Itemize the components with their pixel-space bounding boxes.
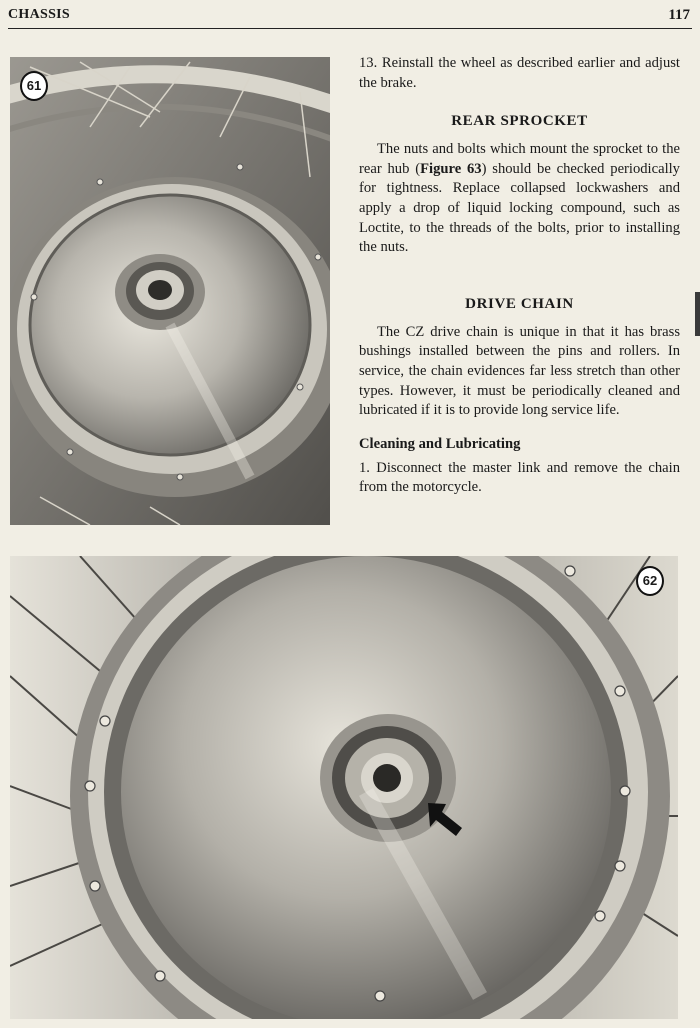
rear-sprocket-text-2: ) should be checked periodically for tightness. Replace collapsed lockwashers and apply a drop of liquid locking compound, such as Loctite, to the threads of the bolts, prior to installing the nuts. bbox=[359, 160, 680, 256]
figure-63-reference: Figure 63 bbox=[420, 160, 482, 177]
hub-photo-62-art bbox=[10, 556, 678, 1019]
page-edge-tab bbox=[695, 292, 700, 336]
reinstall-wheel-step: 13. Reinstall the wheel as described earlier and adjust the brake. bbox=[359, 55, 680, 91]
figure-62-badge: 62 bbox=[636, 566, 664, 596]
page-number: 117 bbox=[668, 7, 690, 23]
rear-sprocket-heading: REAR SPROCKET bbox=[451, 113, 588, 130]
figure-62-photo bbox=[10, 556, 678, 1019]
cleaning-lubricating-heading: Cleaning and Lubricating bbox=[359, 435, 521, 452]
rear-sprocket-paragraph bbox=[359, 140, 680, 258]
rear-sprocket-text-1: The nuts and bolts which mount the sprocket to the rear hub ( bbox=[359, 141, 680, 177]
drive-chain-heading: DRIVE CHAIN bbox=[465, 295, 574, 312]
drive-chain-paragraph: The CZ drive chain is unique in that it has brass bushings installed between the pins and rollers. In service, the chain evidences far less stretch than other types. However, it must be periodically cleaned and lubricated if it is to provide long service life. bbox=[359, 323, 680, 419]
section-title: CHASSIS bbox=[8, 7, 71, 22]
text-column bbox=[359, 54, 680, 498]
figure-61-badge: 61 bbox=[20, 71, 48, 101]
figure-61-photo bbox=[10, 57, 330, 525]
disconnect-master-link-step: 1. Disconnect the master link and remove the chain from the motorcycle. bbox=[359, 459, 680, 496]
hub-photo-61-art bbox=[10, 57, 330, 525]
page-header bbox=[8, 4, 692, 29]
